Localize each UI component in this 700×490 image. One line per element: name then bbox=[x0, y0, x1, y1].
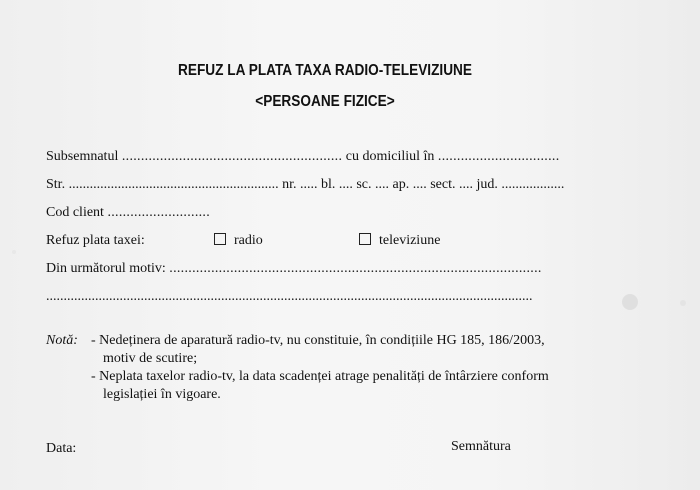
nota-item-2b: legislației în vigoare. bbox=[103, 387, 221, 402]
label-domiciliu: cu domiciliul în bbox=[345, 149, 435, 164]
line-motiv bbox=[46, 261, 606, 277]
checkbox-radio[interactable] bbox=[214, 233, 226, 245]
label-cod-client: Cod client bbox=[46, 205, 104, 220]
line-refuz bbox=[46, 233, 606, 249]
option-televiziune[interactable] bbox=[359, 233, 440, 249]
semnatura-label: Semnătura bbox=[451, 439, 511, 454]
label-televiziune: televiziune bbox=[379, 233, 441, 248]
data-label: Data: bbox=[46, 441, 77, 456]
label-radio: radio bbox=[234, 233, 263, 248]
nota-label: Notă: bbox=[46, 333, 78, 348]
form-subtitle: <PERSOANE FIZICE> bbox=[255, 93, 395, 110]
label-refuz: Refuz plata taxei: bbox=[46, 233, 145, 248]
label-motiv: Din următorul motiv: bbox=[46, 261, 166, 276]
field-cod-client[interactable]: ........................... bbox=[107, 205, 211, 220]
field-motiv-continued[interactable]: ........................................................................................................................................... bbox=[46, 289, 533, 304]
checkbox-televiziune[interactable] bbox=[359, 233, 371, 245]
line-cod-client bbox=[46, 205, 606, 221]
option-radio[interactable] bbox=[214, 233, 263, 249]
field-name[interactable]: .......................................................... bbox=[121, 149, 343, 164]
nota-item-1a: - Nedeținera de aparatură radio-tv, nu constituie, în condițiile HG 185, 186/2003, bbox=[91, 333, 545, 348]
line-subsemnatul bbox=[46, 149, 606, 165]
line-address[interactable]: Str. ............................................................ nr. ..... bl. .... sc. .... ap. .... sect. .... jud. .................. bbox=[46, 177, 565, 192]
field-motiv[interactable]: .................................................................................................. bbox=[169, 261, 542, 276]
field-domiciliu[interactable]: ................................ bbox=[437, 149, 560, 164]
nota-item-1b: motiv de scutire; bbox=[103, 351, 198, 366]
label-subsemnatul: Subsemnatul bbox=[46, 149, 119, 164]
nota-item-2a: - Neplata taxelor radio-tv, la data scadenței atrage penalități de întârziere conform bbox=[91, 369, 549, 384]
form-title: REFUZ LA PLATA TAXA RADIO-TELEVIZIUNE bbox=[177, 62, 473, 79]
